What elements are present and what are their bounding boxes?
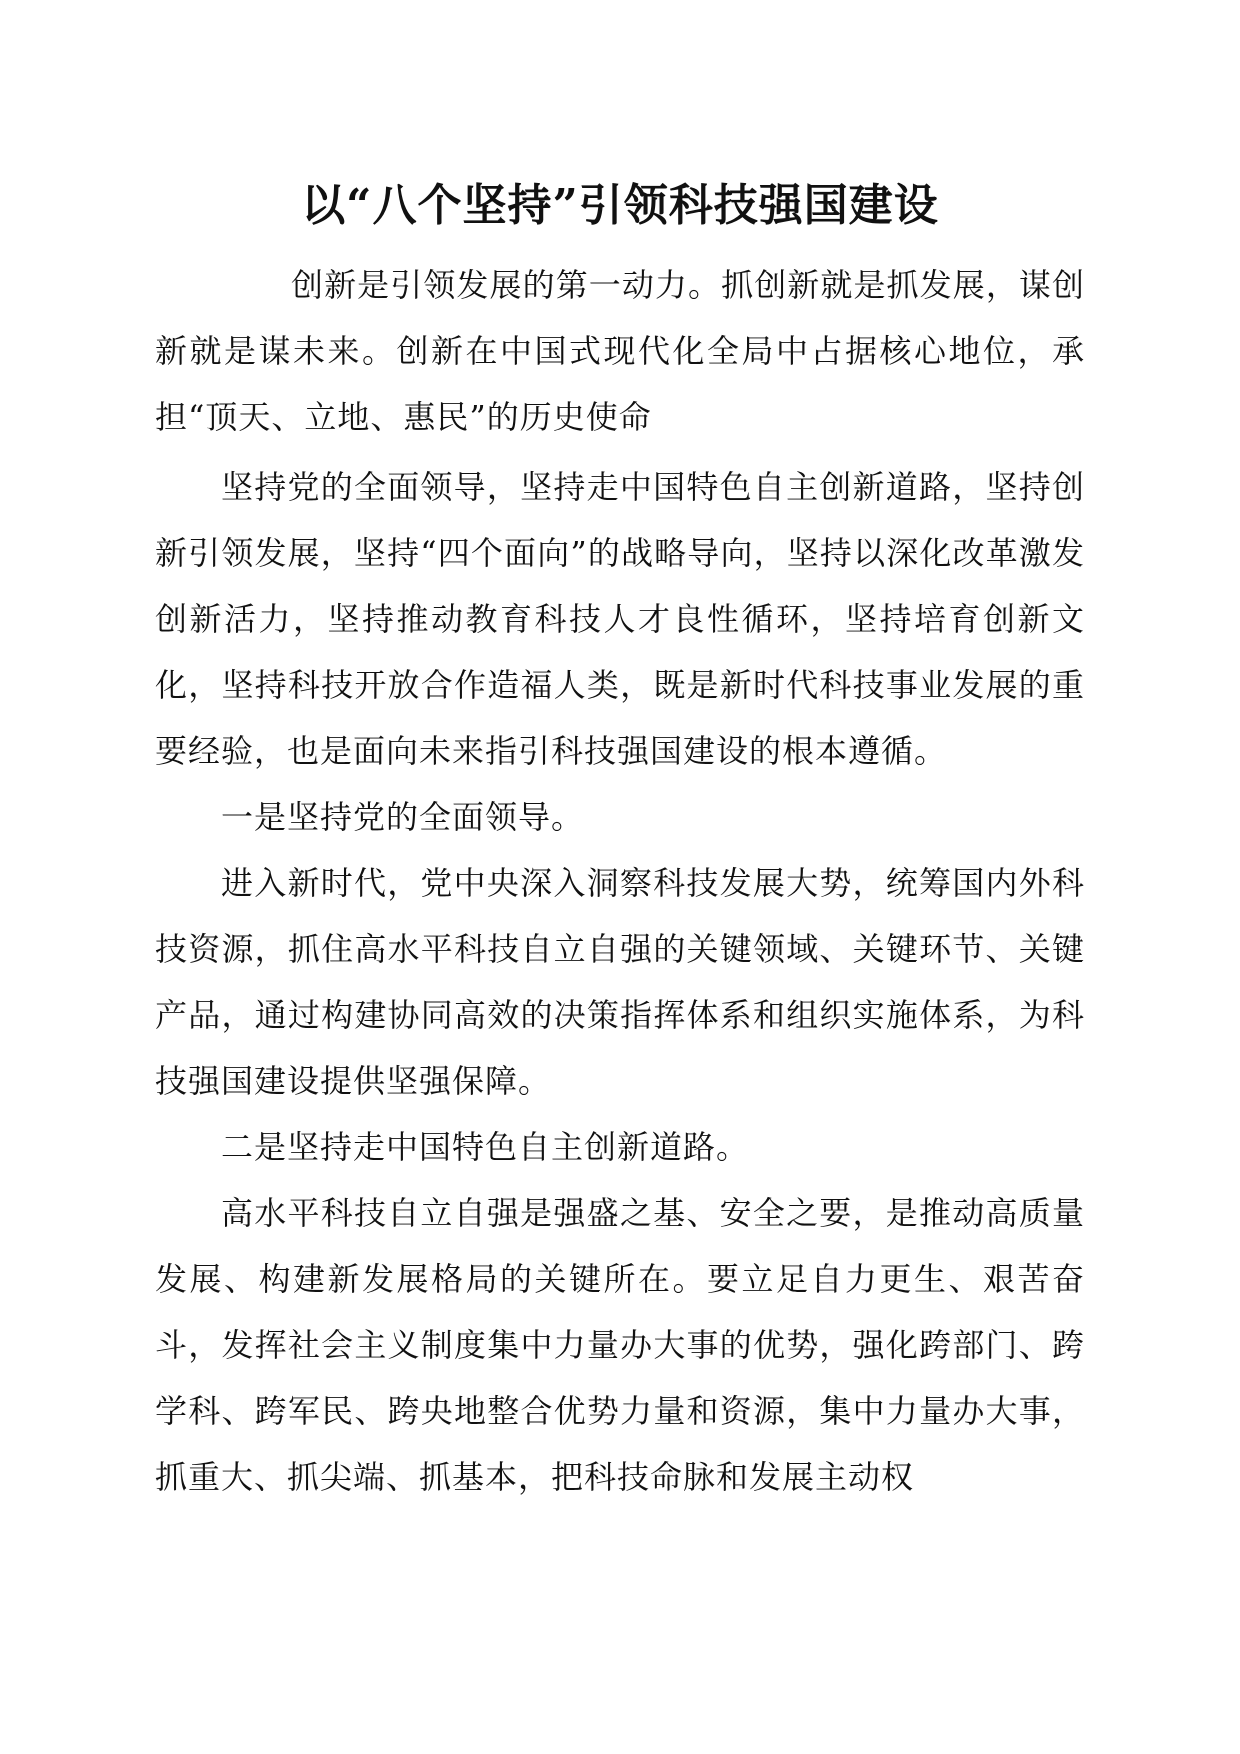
document-body [155, 252, 1085, 1510]
document-title: 以“八个坚持”引领科技强国建设 [301, 180, 939, 231]
section-heading-2: 二是坚持走中国特色自主创新道路。 [221, 1128, 750, 1166]
intro-paragraph: 创新是引领发展的第一动力。抓创新就是抓发展，谋创新就是谋未来。创新在中国式现代化全局中占据核心地位，承担“顶天、立地、惠民”的历史使命 [155, 266, 1085, 436]
summary-paragraph: 坚持党的全面领导，坚持走中国特色自主创新道路，坚持创新引领发展，坚持“四个面向”的战略导向，坚持以深化改革激发创新活力，坚持推动教育科技人才良性循环，坚持培育创新文化，坚持科技开放合作造福人类，既是新时代科技事业发展的重要经验，也是面向未来指引科技强国建设的根本遵循。 [155, 468, 1085, 770]
section-heading-1: 一是坚持党的全面领导。 [221, 798, 585, 836]
section-paragraph-1: 进入新时代，党中央深入洞察科技发展大势，统筹国内外科技资源，抓住高水平科技自立自强的关键领域、关键环节、关键产品，通过构建协同高效的决策指挥体系和组织实施体系，为科技强国建设提供坚强保障。 [155, 864, 1085, 1100]
section-paragraph-2: 高水平科技自立自强是强盛之基、安全之要，是推动高质量发展、构建新发展格局的关键所在。要立足自力更生、艰苦奋斗，发挥社会主义制度集中力量办大事的优势，强化跨部门、跨学科、跨军民、跨央地整合优势力量和资源，集中力量办大事，抓重大、抓尖端、抓基本，把科技命脉和发展主动权 [155, 1194, 1085, 1496]
